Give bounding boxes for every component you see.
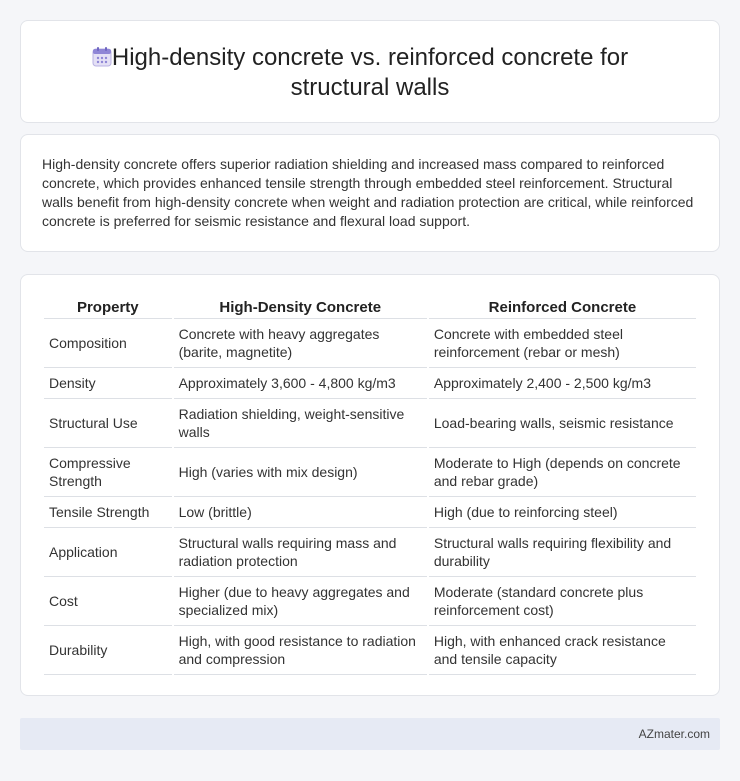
table-row [44, 497, 696, 528]
table-row [44, 399, 696, 448]
header-high-density: High-Density Concrete [174, 297, 427, 319]
row-high-density: Approximately 3,600 - 4,800 kg/m3 [174, 368, 427, 399]
comparison-table [42, 297, 698, 675]
row-high-density: Low (brittle) [174, 497, 427, 528]
comparison-card [20, 274, 720, 696]
table-row [44, 577, 696, 626]
row-property: Compressive Strength [44, 448, 172, 497]
row-property: Density [44, 368, 172, 399]
row-reinforced: Concrete with embedded steel reinforcement (rebar or mesh) [429, 319, 696, 368]
row-property: Durability [44, 626, 172, 675]
row-reinforced: Moderate (standard concrete plus reinforcement cost) [429, 577, 696, 626]
table-row [44, 319, 696, 368]
page-title: High-density concrete vs. reinforced concrete for structural walls [111, 44, 629, 101]
row-property: Cost [44, 577, 172, 626]
row-high-density: Concrete with heavy aggregates (barite, magnetite) [174, 319, 427, 368]
header-property: Property [44, 297, 172, 319]
summary-card [20, 134, 720, 252]
table-header-row [44, 297, 696, 319]
header-reinforced: Reinforced Concrete [429, 297, 696, 319]
row-property: Composition [44, 319, 172, 368]
row-high-density: High (varies with mix design) [174, 448, 427, 497]
row-property: Tensile Strength [44, 497, 172, 528]
row-reinforced: High, with enhanced crack resistance and tensile capacity [429, 626, 696, 675]
table-row [44, 626, 696, 675]
row-reinforced: Load-bearing walls, seismic resistance [429, 399, 696, 448]
summary-text: High-density concrete offers superior radiation shielding and increased mass compared to reinforced concrete, which provides enhanced tensile strength through embedded steel reinforcement. Structural walls benefit from high-density concrete when weight and radiation protection are critical, while reinforced concrete is preferred for seismic resistance and flexural load support. [42, 156, 694, 229]
table-row [44, 448, 696, 497]
row-high-density: Higher (due to heavy aggregates and specialized mix) [174, 577, 427, 626]
table-row [44, 368, 696, 399]
row-high-density: Structural walls requiring mass and radiation protection [174, 528, 427, 577]
row-high-density: High, with good resistance to radiation and compression [174, 626, 427, 675]
footer-brand: AZmater.com [638, 727, 710, 741]
row-reinforced: Structural walls requiring flexibility and durability [429, 528, 696, 577]
footer-bar [20, 718, 720, 750]
row-high-density: Radiation shielding, weight-sensitive walls [174, 399, 427, 448]
row-reinforced: High (due to reinforcing steel) [429, 497, 696, 528]
row-reinforced: Approximately 2,400 - 2,500 kg/m3 [429, 368, 696, 399]
row-reinforced: Moderate to High (depends on concrete and rebar grade) [429, 448, 696, 497]
row-property: Structural Use [44, 399, 172, 448]
title-card [20, 20, 720, 123]
table-row [44, 528, 696, 577]
row-property: Application [44, 528, 172, 577]
